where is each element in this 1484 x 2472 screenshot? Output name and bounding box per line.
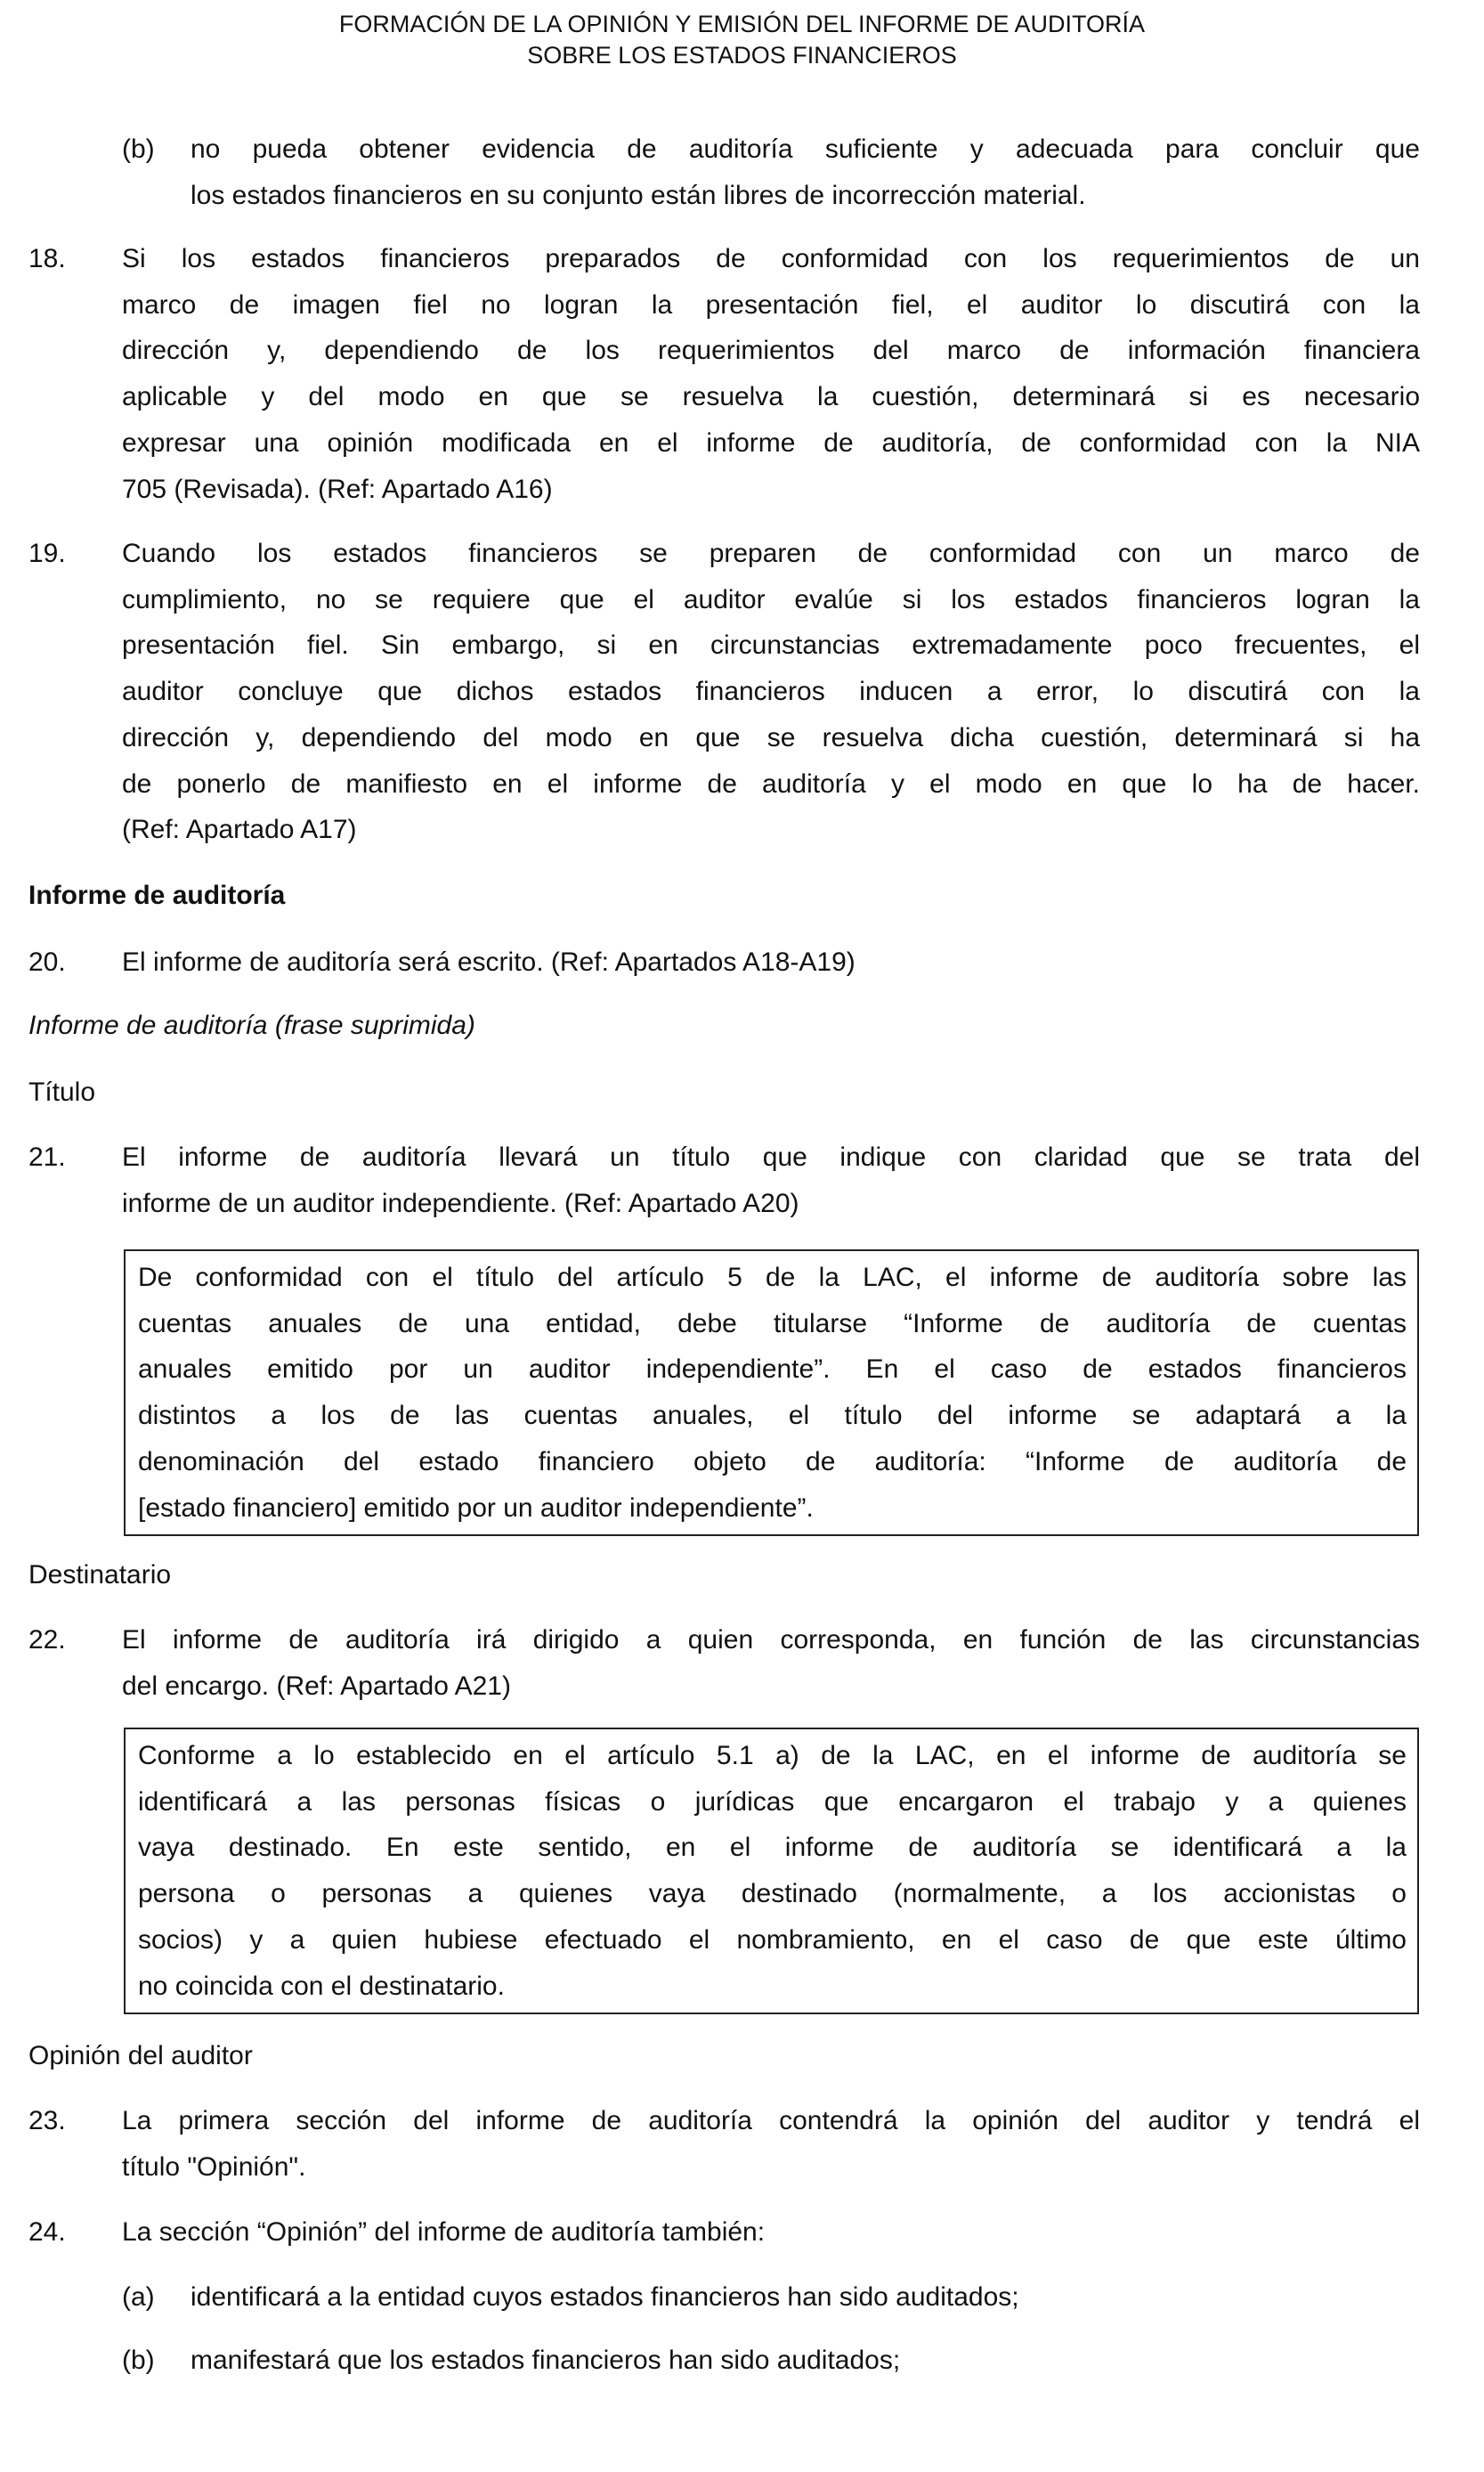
text-line: socios) y a quien hubiese efectuado el nombramiento, en el caso de que este último <box>138 1924 1407 1955</box>
text-line: cuentas anuales de una entidad, debe titularse “Informe de auditoría de cuentas <box>138 1308 1407 1338</box>
header-line-2: SOBRE LOS ESTADOS FINANCIEROS <box>527 42 957 69</box>
text-line: manifestará que los estados financieros han sido auditados; <box>191 2346 901 2375</box>
text-line: del encargo. (Ref: Apartado A21) <box>122 1671 511 1701</box>
item-label: (b) <box>122 2346 155 2375</box>
boxed-note-destinatario <box>124 1728 1419 2014</box>
text-line: La primera sección del informe de auditoría contendrá la opinión del auditor y tendrá el <box>122 2106 1420 2135</box>
paragraph-number: 22. <box>28 1625 66 1655</box>
paragraph-number: 24. <box>28 2217 66 2247</box>
text-line: El informe de auditoría llevará un título que indique con claridad que se trata del <box>122 1142 1420 1172</box>
item-label: (a) <box>122 2282 155 2312</box>
text-line: (Ref: Apartado A17) <box>122 815 357 845</box>
text-line: persona o personas a quienes vaya destinado (normalmente, a los accionistas o <box>138 1879 1407 1909</box>
item-label: (b) <box>122 134 155 164</box>
text-line: aplicable y del modo en que se resuelva la cuestión, determinará si es necesario <box>122 382 1420 412</box>
subheading-titulo: Título <box>28 1077 96 1107</box>
text-line: El informe de auditoría será escrito. (Ref: Apartados A18-A19) <box>122 947 856 977</box>
paragraph-number: 21. <box>28 1142 66 1172</box>
text-line: título "Opinión". <box>122 2151 306 2182</box>
subheading-destinatario: Destinatario <box>28 1560 172 1590</box>
text-line: presentación fiel. Sin embargo, si en circunstancias extremadamente poco frecuentes, el <box>122 630 1420 661</box>
text-line: distintos a los de las cuentas anuales, el título del informe se adaptará a la <box>138 1401 1407 1431</box>
italic-note: Informe de auditoría (frase suprimida) <box>28 1011 475 1040</box>
header-line-1: FORMACIÓN DE LA OPINIÓN Y EMISIÓN DEL INFORME DE AUDITORÍA <box>338 11 1146 37</box>
text-line: Conforme a lo establecido en el artículo 5.1 a) de la LAC, en el informe de auditoría se <box>138 1741 1407 1770</box>
text-line: cumplimiento, no se requiere que el auditor evalúe si los estados financieros logran la <box>122 584 1420 614</box>
text-line: no pueda obtener evidencia de auditoría suficiente y adecuada para concluir que <box>191 134 1420 164</box>
paragraph-number: 23. <box>28 2106 66 2135</box>
text-line: 705 (Revisada). (Ref: Apartado A16) <box>122 474 553 504</box>
text-line: vaya destinado. En este sentido, en el informe de auditoría se identificará a la <box>138 1833 1407 1863</box>
text-line: La sección “Opinión” del informe de auditoría también: <box>122 2217 766 2247</box>
text-line: marco de imagen fiel no logran la presentación fiel, el auditor lo discutirá con la <box>122 289 1420 320</box>
text-line: identificará a la entidad cuyos estados financieros han sido auditados; <box>191 2282 1019 2312</box>
boxed-note-title <box>124 1249 1419 1536</box>
text-line: Si los estados financieros preparados de conformidad con los requerimientos de un <box>122 244 1420 273</box>
text-line: dirección y, dependiendo de los requerimientos del marco de información financiera <box>122 336 1420 366</box>
paragraph-number: 20. <box>28 947 66 977</box>
text-line: Cuando los estados financieros se preparen de conformidad con un marco de <box>122 539 1420 568</box>
running-header <box>0 9 1484 71</box>
text-line: los estados financieros en su conjunto están libres de incorrección material. <box>191 180 1086 210</box>
text-line: informe de un auditor independiente. (Ref: Apartado A20) <box>122 1188 799 1218</box>
text-line: auditor concluye que dichos estados financieros inducen a error, lo discutirá con la <box>122 677 1420 707</box>
subheading-opinion: Opinión del auditor <box>28 2041 253 2070</box>
text-line: no coincida con el destinatario. <box>138 1971 505 2001</box>
text-line: identificará a las personas físicas o jurídicas que encargaron el trabajo y a quienes <box>138 1786 1407 1817</box>
text-line: de ponerlo de manifiesto en el informe de auditoría y el modo en que lo ha de hacer. <box>122 768 1420 799</box>
text-line: [estado financiero] emitido por un auditor independiente”. <box>138 1492 814 1523</box>
paragraph-number: 19. <box>28 539 66 568</box>
text-line: anuales emitido por un auditor independiente”. En el caso de estados financieros <box>138 1354 1407 1385</box>
text-line: dirección y, dependiendo del modo en que se resuelva dicha cuestión, determinará si ha <box>122 722 1420 752</box>
text-line: expresar una opinión modificada en el informe de auditoría, de conformidad con la NIA <box>122 427 1420 458</box>
text-line: De conformidad con el título del artículo 5 de la LAC, el informe de auditoría sobre las <box>138 1263 1407 1292</box>
paragraph-number: 18. <box>28 244 66 273</box>
text-line: El informe de auditoría irá dirigido a quien corresponda, en función de las circunstancias <box>122 1625 1420 1655</box>
text-line: denominación del estado financiero objeto de auditoría: “Informe de auditoría de <box>138 1446 1407 1476</box>
section-heading-informe: Informe de auditoría <box>28 881 286 910</box>
